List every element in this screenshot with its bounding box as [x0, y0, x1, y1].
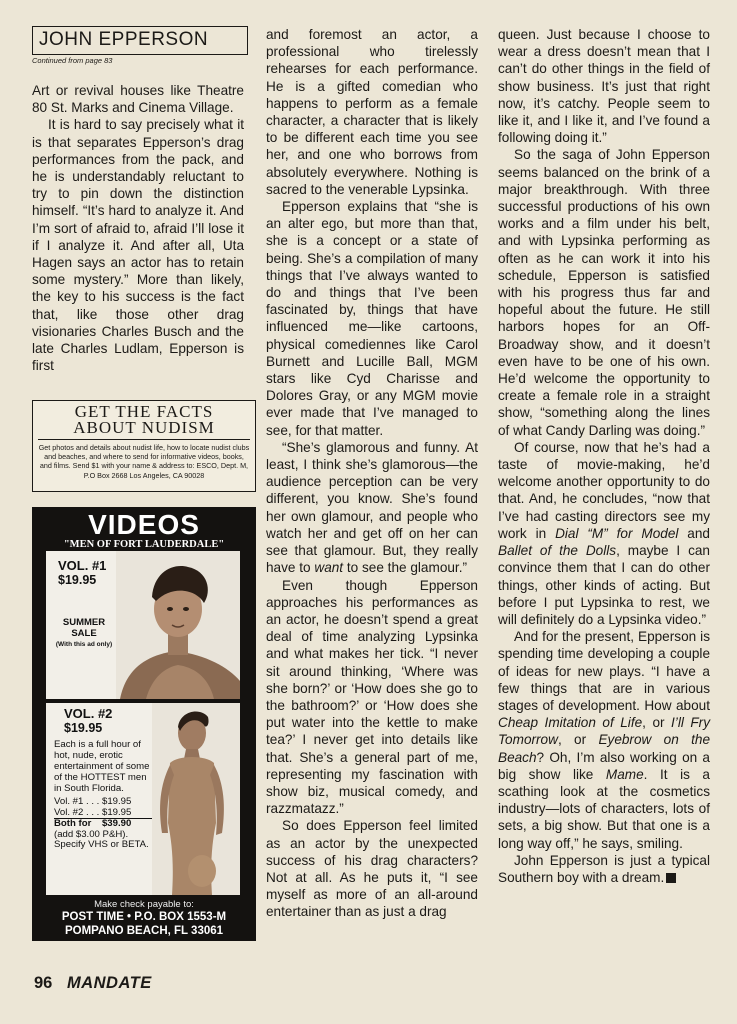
work-title: Ballet of the Dolls — [498, 543, 617, 559]
paragraph-text: Of course, now that he’s had a taste of movie-making, he’d welcome another opportunity to do that. And, he concludes, “now that I’ve had casting directors see my work in — [498, 439, 710, 541]
vol2-label: VOL. #2 — [64, 706, 113, 721]
article-column-2 — [266, 26, 478, 921]
videos-ad-title: VIDEOS — [88, 509, 200, 540]
article-column-1 — [32, 26, 244, 374]
article-header-box — [32, 26, 248, 55]
sale-line: SUMMER — [62, 617, 106, 628]
paragraph: It is hard to say precisely what it is that separates Epperson’s drag performances from the pack, and he is understandably reluctant to try to pin down the distinction himself. “It’s hard to analyze it. And I’m sort of afraid to, afraid I’ll lose it if I analyze it. And after all, Uta Hagen says an actor has to retain some mystery.” More than likely, the key to his success is the fact that, like those other drag visionaries Charles Busch and the late Charles Ludlam, Epperson is first — [32, 117, 244, 374]
paragraph — [498, 852, 710, 886]
paragraph-text: , or — [642, 715, 672, 731]
paragraph-text: and — [678, 525, 710, 541]
work-title: Eyebrow on the Beach — [498, 732, 710, 765]
vol1-label: VOL. #1 — [58, 558, 107, 573]
paragraph-text: to see the glamour.” — [343, 560, 468, 576]
paragraph: Epperson explains that “she is an alter ego, but more than that, she is a concept or a state of being. She’s a compilation of many things that I’ve always wanted to do and things that I’ve been fascinated by, things that have influenced me—like cartoons, physical comediennes like Carol Burnett and Lucille Ball, MGM stars like Cyd Charisse and Dolores Gray, or any MGM movie ever made that I’ve managed to see, for that matter. — [266, 199, 478, 438]
paragraph — [498, 439, 710, 628]
nudism-ad — [32, 400, 256, 492]
paragraph-text: . It is a scathing look at the cosmetics industry—lots of characters, lots of sets, a big show. But that one is a long way off,” he says, smiling. — [498, 766, 710, 851]
paragraph: Even though Epperson approaches his performances as an actor, he doesn’t spend a great deal of time analyzing Lypsinka and what makes her tick. “I never sit around thinking, ‘Where was she born?’ or ‘How does she go to the bathroom?’ or ‘How does she put water into the kettle to make tea?’ I never get into details like that. She’s a general part of me, representing my fascination with show biz, musical comedy, and razzmatazz.” — [266, 577, 478, 817]
payable-note: Make check payable to: — [94, 899, 194, 910]
mail-address-line: POMPANO BEACH, FL 33061 — [64, 925, 224, 937]
paragraph: and foremost an actor, a professional who tirelessly rehearses for each performance. He is a gifted comedian who happens to perform as a female character, a character that is likely to be different each time you see her, and one who borrows from absolutely everywhere. Nothing is sacred to the venerable Lypsinka. — [266, 27, 478, 197]
work-title: Mame — [605, 766, 644, 782]
sale-note: (With this ad only) — [55, 641, 113, 648]
magazine-name: MANDATE — [66, 974, 152, 992]
model-photo-2 — [152, 703, 240, 895]
work-title: I’ll Fry Tomorrow — [498, 715, 710, 748]
page-number: 96 — [34, 974, 53, 992]
vol1-price: $19.95 — [58, 573, 97, 587]
paragraph-text: John Epperson is just a typical Southern boy with a dream. — [498, 852, 710, 885]
videos-ad-footer — [32, 899, 256, 938]
price-line: Vol. #1 . . . $19.95 — [54, 796, 132, 807]
vol2-description: Each is a full hour of hot, nude, erotic entertainment of some of the HOTTEST men in South Florida. — [54, 739, 150, 794]
mail-address-line: POST TIME • P.O. BOX 1553-M — [61, 911, 227, 923]
article-column-3 — [498, 26, 710, 886]
videos-ad — [32, 507, 256, 941]
continued-note: Continued from page 83 — [32, 56, 113, 65]
price-line: Vol. #2 . . . $19.95 — [54, 806, 132, 818]
format-note: Specify VHS or BETA. — [54, 839, 149, 851]
nudism-headline-line: ABOUT NUDISM — [73, 418, 215, 437]
paragraph-text: ? Oh, I’m also working on a big show like — [498, 749, 710, 782]
paragraph — [498, 628, 710, 852]
work-title: Dial “M” for Model — [555, 525, 679, 541]
paragraph-text: , or — [557, 732, 599, 748]
video-vol2-panel — [46, 703, 240, 895]
paragraph: queen. Just because I choose to wear a dress doesn’t mean that I can’t do other things in the field of show business. It’s just that right now, it’s catchy. People seem to like it, and I like it, and I’ve found a following doing it.” — [498, 27, 710, 146]
paragraph-text: , maybe I can convince them that I can do other things, other kinds of acting. But before I put Lypsinka to rest, we will definitely do a Lypsinka video.” — [498, 543, 710, 627]
paragraph: So does Epperson feel limited as an actor by the unexpected success of his drag characters? Not at all. As he puts it, “I see myself as more of an all-around entertainer than as just a drag — [266, 818, 478, 920]
emphasis: want — [314, 560, 344, 576]
nudism-ad-body: Get photos and details about nudist life, how to locate nudist clubs and beaches, and where to send for informative videos, books, and films. Send $1 with your name & address to: ESCO, Dept. M, P.O Box 2668 Los Angeles, CA 90028 — [38, 443, 250, 480]
nudism-ad-headline — [38, 404, 250, 440]
work-title: Cheap Imitation of Life — [498, 715, 643, 731]
model-photo-1 — [116, 551, 240, 699]
paragraph: So the saga of John Epperson seems balanced on the brink of a major breakthrough. With three successful productions of his own works and a film under his belt, and with Lypsinka performing as often as he can work it into his schedule, Epperson is satisfied with his progress thus far and hopeful about the future. He still harbors hopes for an Off-Broadway show, and it doesn’t even have to be one of his own. He’d welcome the opportunity to create a female role in a straight show, “something along the lines of what Candy Darling was doing.” — [498, 147, 710, 438]
paragraph — [266, 439, 478, 577]
video-vol1-panel — [46, 551, 240, 699]
vol2-price: $19.95 — [64, 721, 103, 735]
article-title: JOHN EPPERSON — [39, 29, 209, 50]
sale-line: SALE — [71, 628, 97, 639]
videos-ad-subtitle: "MEN OF FORT LAUDERDALE" — [63, 539, 225, 550]
paragraph: Art or revival houses like Theatre 80 St. Marks and Cinema Village. — [32, 83, 244, 116]
shipping-note: (add $3.00 P&H). — [54, 828, 129, 840]
paragraph-text: “She’s glamorous and funny. At least, I think she’s glamorous—the audience perception can be very different, you know. She’s found her own glamour, and people who watch her and get off on her can see that glamour. But, they really have to — [266, 439, 478, 576]
both-price: Both for $39.90 — [54, 818, 154, 830]
nudism-headline-line: GET THE FACTS — [74, 402, 214, 421]
end-mark-icon — [666, 873, 676, 883]
page-footer — [34, 974, 152, 993]
paragraph-text: And for the present, Epperson is spending time developing a couple of ideas for new plays. “I have a few things that are in various stages of development. How about — [498, 629, 710, 713]
